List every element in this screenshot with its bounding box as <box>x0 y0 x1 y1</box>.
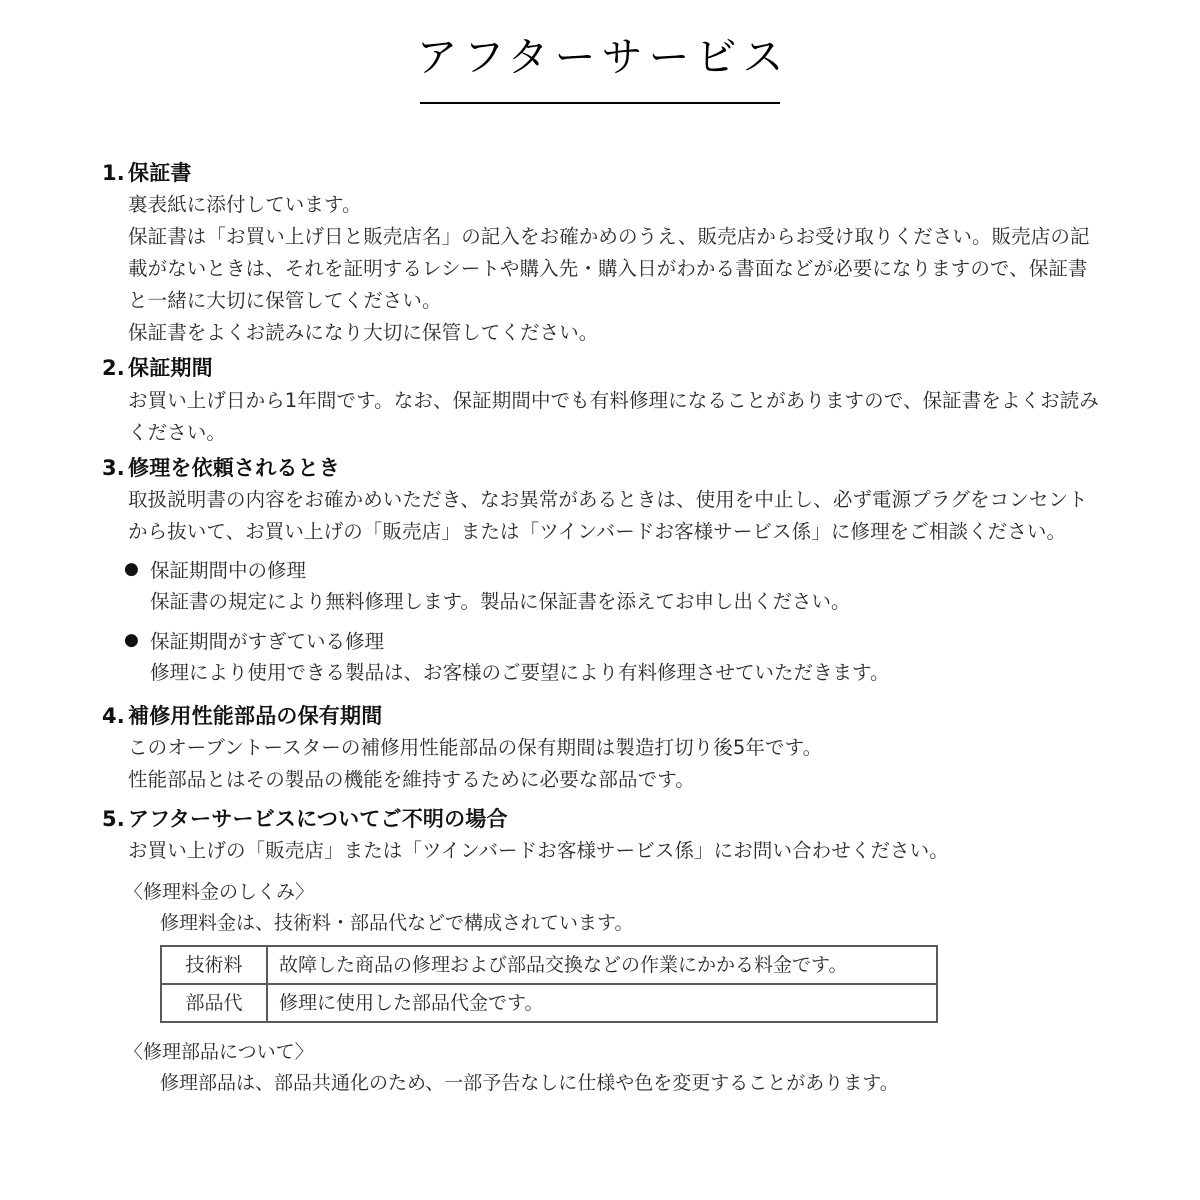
list-item <box>124 555 1102 618</box>
section-1 <box>102 158 1102 349</box>
section-2 <box>102 353 1102 448</box>
document-content <box>102 158 1102 1102</box>
list-item <box>124 626 1102 689</box>
section-3-number: 3. <box>102 455 125 480</box>
table-row <box>161 984 937 1022</box>
section-5 <box>102 804 1102 1098</box>
fee-term-2: 部品代 <box>161 984 267 1022</box>
section-4 <box>102 701 1102 796</box>
bullet-1-heading-row <box>124 555 1102 586</box>
section-2-title: 保証期間 <box>128 356 213 381</box>
section-2-paragraph-1: お買い上げ日から1年間です。なお、保証期間中でも有料修理になることがありますので、保証書をよくお読みください。 <box>128 388 1099 444</box>
bullet-dot-icon: ● <box>124 629 139 650</box>
section-5-heading <box>102 804 1102 834</box>
section-4-body <box>128 732 1102 796</box>
repair-parts-text: 修理部品は、部品共通化のため、一部予告なしに仕様や色を変更することがあります。 <box>160 1071 899 1094</box>
repair-fee-structure-text: 修理料金は、技術料・部品代などで構成されています。 <box>160 911 634 934</box>
section-4-paragraph-1: このオーブントースターの補修用性能部品の保有期間は製造打切り後5年です。 <box>128 736 823 759</box>
section-3-paragraph-1: 取扱説明書の内容をお確かめいただき、なお異常があるときは、使用を中止し、必ず電源プラグをコンセントから抜いて、お買い上げの「販売店」または「ツインバードお客様サービス係」に修理をご相談ください。 <box>128 488 1088 544</box>
section-4-number: 4. <box>102 703 125 728</box>
fee-term-1: 技術料 <box>161 946 267 984</box>
section-4-paragraph-2: 性能部品とはその製品の機能を維持するために必要な部品です。 <box>128 767 695 791</box>
section-1-paragraph-2: 保証書は「お買い上げ日と販売店名」の記入をお確かめのうえ、販売店からお受け取りください。販売店の記載がないときは、それを証明するレシートや購入先・購入日がわかる書面などが必要になりますので、保証書と一緒に大切に保管してください。 <box>128 225 1090 313</box>
repair-parts-block <box>124 1037 1102 1098</box>
bullet-1-heading: 保証期間中の修理 <box>150 559 307 583</box>
section-2-body <box>128 385 1102 449</box>
page-title: アフターサービス <box>416 33 790 81</box>
section-3 <box>102 453 1102 689</box>
section-3-heading <box>102 453 1102 483</box>
section-1-title: 保証書 <box>128 161 192 185</box>
title-underline-rule <box>420 102 780 104</box>
repair-fee-structure-label: 〈修理料金のしくみ〉 <box>124 881 315 904</box>
section-2-heading <box>102 353 1102 383</box>
section-5-number: 5. <box>102 806 125 831</box>
section-2-number: 2. <box>102 356 125 381</box>
section-4-title: 補修用性能部品の保有期間 <box>128 703 383 728</box>
section-1-paragraph-3: 保証書をよくお読みになり大切に保管してください。 <box>128 321 599 345</box>
repair-fee-structure-block <box>124 877 1102 1023</box>
section-1-number: 1. <box>102 161 125 185</box>
bullet-1-detail: 保証書の規定により無料修理します。製品に保証書を添えてお申し出ください。 <box>150 590 851 614</box>
bullet-dot-icon: ● <box>124 559 139 580</box>
title-block <box>0 34 1200 104</box>
bullet-2-heading-row <box>124 626 1102 657</box>
section-5-paragraph-1: お買い上げの「販売店」または「ツインバードお客様サービス係」にお問い合わせください。 <box>128 839 949 863</box>
table-row <box>161 946 937 984</box>
fee-description-1: 故障した商品の修理および部品交換などの作業にかかる料金です。 <box>267 946 937 984</box>
section-4-heading <box>102 701 1102 731</box>
section-1-body <box>128 189 1102 349</box>
bullet-2-detail: 修理により使用できる製品は、お客様のご要望により有料修理させていただきます。 <box>150 660 890 684</box>
section-3-body <box>128 484 1102 548</box>
section-1-heading <box>102 158 1102 188</box>
repair-parts-label: 〈修理部品について〉 <box>124 1041 314 1064</box>
section-3-bullet-list <box>124 555 1102 689</box>
section-3-title: 修理を依頼されるとき <box>128 455 340 480</box>
fee-table <box>160 945 938 1023</box>
bullet-2-heading: 保証期間がすぎている修理 <box>150 629 385 653</box>
fee-description-2: 修理に使用した部品代金です。 <box>267 984 937 1022</box>
section-1-paragraph-1: 裏表紙に添付しています。 <box>128 193 362 217</box>
section-5-body <box>128 835 1102 867</box>
section-5-title: アフターサービスについてご不明の場合 <box>128 806 508 831</box>
